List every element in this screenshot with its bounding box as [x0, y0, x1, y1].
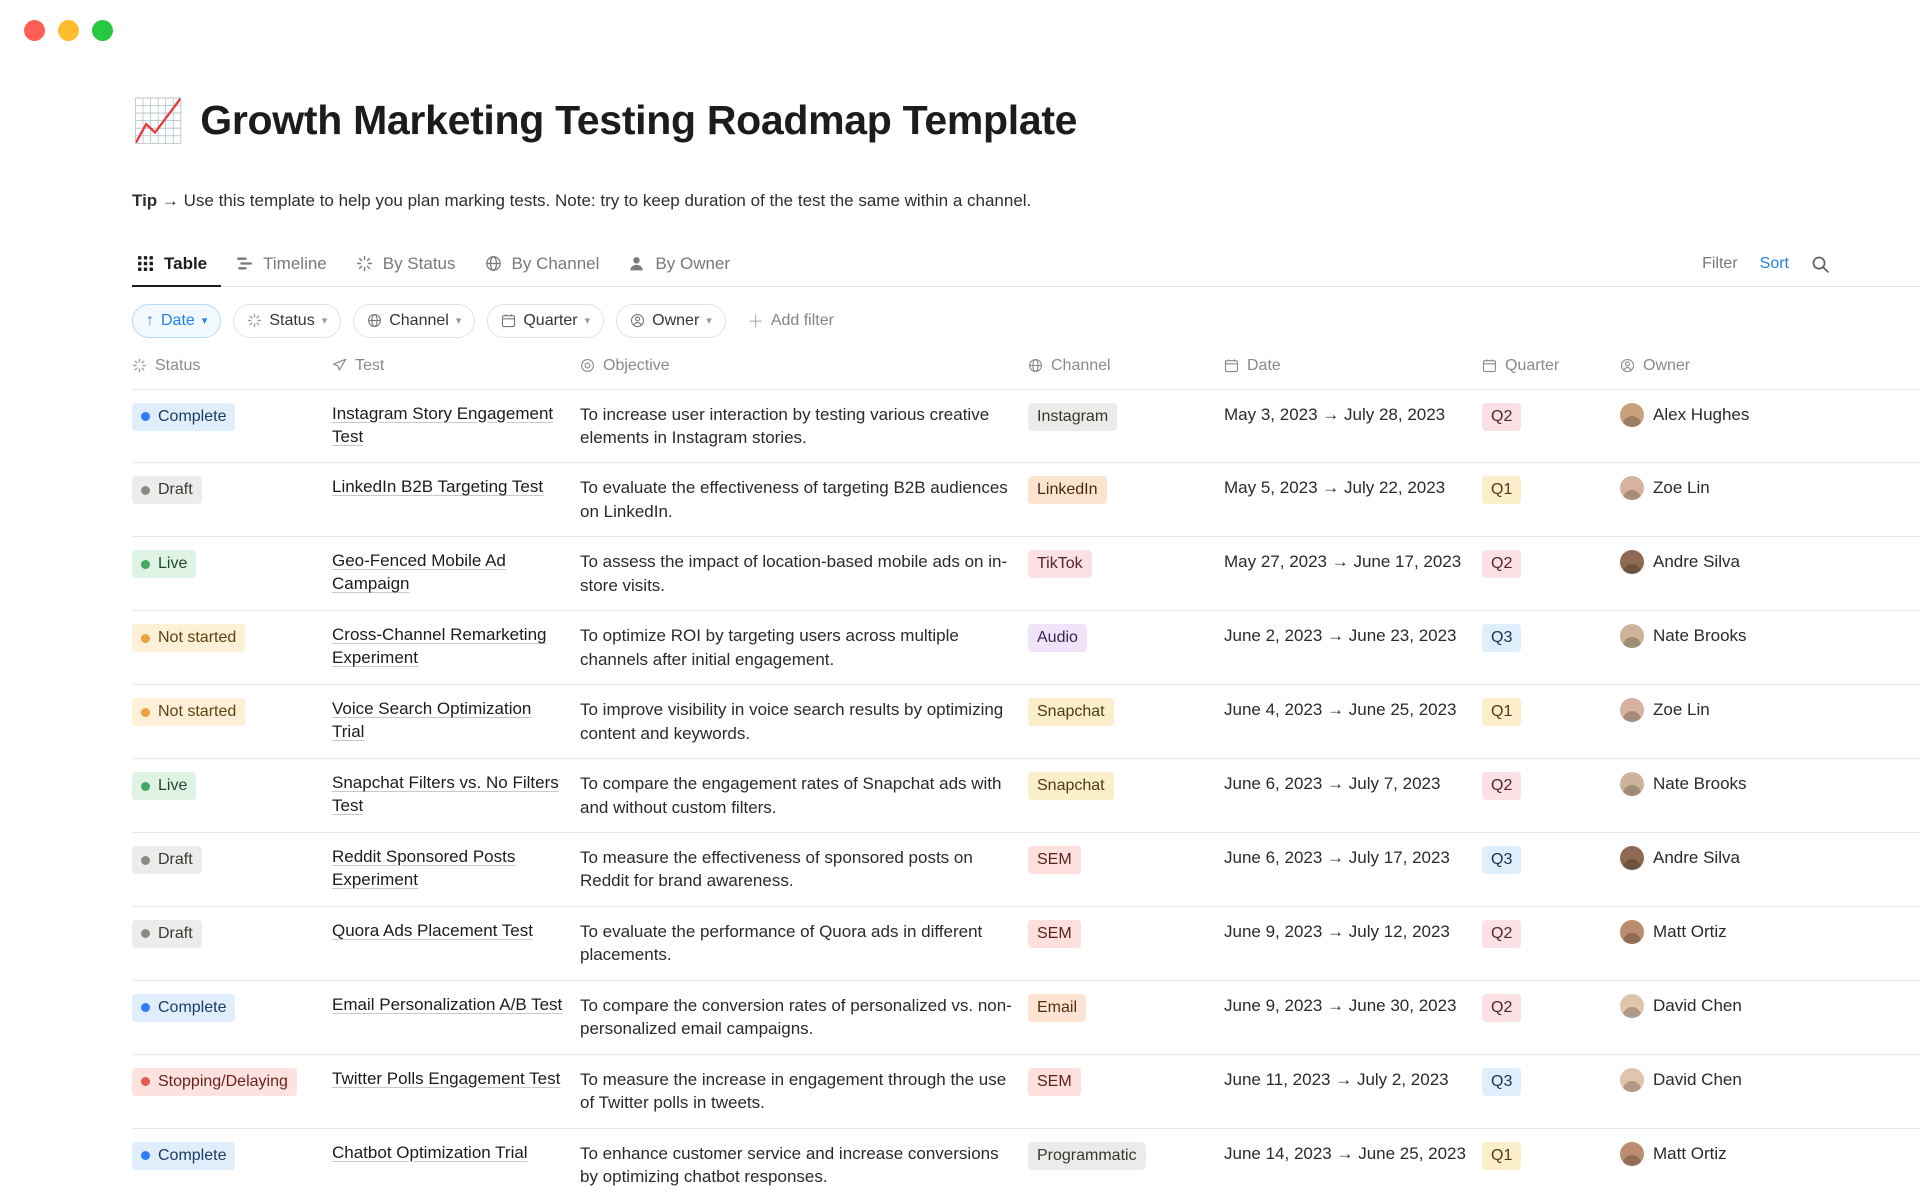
- status-label: Complete: [158, 1146, 227, 1164]
- filter-chip-status[interactable]: [233, 304, 341, 338]
- tip-body: Use this template to help you plan marking tests. Note: try to keep duration of the test the same within a channel.: [178, 190, 1032, 210]
- cell-owner[interactable]: [1620, 537, 1920, 611]
- filter-bar: [132, 303, 1920, 339]
- owner-name: David Chen: [1653, 1069, 1742, 1089]
- owner-name: Nate Brooks: [1653, 626, 1747, 646]
- tip-label: Tip →: [132, 190, 179, 210]
- cell-owner[interactable]: [1620, 980, 1920, 1054]
- tab-by-channel-label: By Channel: [511, 253, 600, 273]
- status-badge: [132, 624, 245, 652]
- cell-owner[interactable]: [1620, 759, 1920, 833]
- cell-owner[interactable]: [1620, 1054, 1920, 1128]
- cell-status[interactable]: [132, 1128, 332, 1200]
- quarter-tag: Q1: [1482, 476, 1521, 504]
- status-label: Not started: [158, 629, 237, 647]
- channel-tag: Snapchat: [1028, 698, 1114, 726]
- filter-chip-quarter-label: Quarter: [523, 311, 578, 329]
- cell-owner[interactable]: [1620, 685, 1920, 759]
- objective-text: To enhance customer service and increase conversions by optimizing chatbot responses.: [580, 1143, 999, 1187]
- status-icon: [132, 358, 147, 373]
- status-dot-icon: [141, 634, 150, 643]
- table-row[interactable]: [132, 759, 1920, 833]
- quarter-tag: Q1: [1482, 698, 1521, 726]
- cell-owner[interactable]: [1620, 611, 1920, 685]
- quarter-tag: Q2: [1482, 550, 1521, 578]
- owner-name: Zoe Lin: [1653, 478, 1710, 498]
- objective-text: To evaluate the effectiveness of targeting B2B audiences on LinkedIn.: [580, 478, 1008, 521]
- tab-table-label: Table: [164, 253, 208, 273]
- table-row[interactable]: [132, 389, 1920, 463]
- objective-text: To compare the engagement rates of Snapchat ads with and without custom filters.: [580, 774, 1002, 817]
- column-header-channel-label: Channel: [1051, 356, 1111, 374]
- channel-tag: Email: [1028, 994, 1086, 1022]
- cell-date[interactable]: [1224, 1128, 1482, 1200]
- cell-channel[interactable]: [1028, 611, 1224, 685]
- cell-status[interactable]: [132, 537, 332, 611]
- channel-tag: Programmatic: [1028, 1142, 1146, 1170]
- objective-text: To measure the increase in engagement through the use of Twitter polls in tweets.: [580, 1069, 1007, 1113]
- cell-quarter[interactable]: [1482, 906, 1620, 980]
- objective-text: To measure the effectiveness of sponsored posts on Reddit for brand awareness.: [580, 848, 973, 891]
- status-dot-icon: [141, 486, 150, 495]
- filter-chip-channel-label: Channel: [389, 311, 449, 329]
- column-header-test-label: Test: [355, 356, 385, 374]
- sort-arrow-icon: ↑: [146, 311, 154, 329]
- test-link[interactable]: Email Personalization A/B Test: [332, 994, 563, 1014]
- owner-name: Alex Hughes: [1653, 404, 1750, 424]
- cell-objective[interactable]: [580, 759, 1028, 833]
- status-badge: [132, 920, 202, 948]
- cell-status[interactable]: [132, 759, 332, 833]
- cell-test[interactable]: [332, 1128, 580, 1200]
- cell-test[interactable]: [332, 463, 580, 537]
- table-body: [132, 389, 1920, 1200]
- status-badge: [132, 550, 196, 578]
- cell-quarter[interactable]: [1482, 685, 1620, 759]
- objective-text: To evaluate the performance of Quora ads in different placements.: [580, 921, 983, 965]
- send-icon: [332, 358, 347, 373]
- channel-tag: Snapchat: [1028, 772, 1114, 800]
- cell-owner[interactable]: [1620, 833, 1920, 907]
- cell-objective[interactable]: [580, 833, 1028, 907]
- cell-test[interactable]: [332, 685, 580, 759]
- cell-date[interactable]: [1224, 389, 1482, 463]
- owner-name: Matt Ortiz: [1653, 921, 1727, 941]
- tab-by-channel[interactable]: [470, 254, 614, 286]
- date-range: June 2, 2023 → June 23, 2023: [1224, 626, 1457, 646]
- status-label: Live: [158, 777, 188, 795]
- status-dot-icon: [141, 782, 150, 791]
- search-icon[interactable]: [1811, 255, 1830, 274]
- quarter-tag: Q2: [1482, 994, 1521, 1022]
- test-link[interactable]: Chatbot Optimization Trial: [332, 1142, 528, 1162]
- table-header-row: [132, 353, 1920, 390]
- column-header-date-label: Date: [1247, 356, 1281, 374]
- quarter-tag: Q3: [1482, 624, 1521, 652]
- test-link[interactable]: Geo-Fenced Mobile Ad Campaign: [332, 551, 506, 594]
- avatar: [1620, 1142, 1644, 1166]
- owner-name: Andre Silva: [1653, 848, 1740, 868]
- status-dot-icon: [141, 856, 150, 865]
- test-link[interactable]: Twitter Polls Engagement Test: [332, 1068, 561, 1088]
- cell-status[interactable]: [132, 389, 332, 463]
- cell-status[interactable]: [132, 611, 332, 685]
- table-row[interactable]: [132, 833, 1920, 907]
- tip-text: [132, 189, 1920, 214]
- cell-quarter[interactable]: [1482, 389, 1620, 463]
- status-label: Live: [158, 555, 188, 573]
- chevron-down-icon: ▾: [706, 315, 712, 328]
- minimize-window-button[interactable]: [58, 20, 79, 41]
- date-range: June 6, 2023 → July 17, 2023: [1224, 848, 1450, 868]
- cell-objective[interactable]: [580, 1128, 1028, 1200]
- test-link[interactable]: Cross-Channel Remarketing Experiment: [332, 625, 547, 668]
- sort-button[interactable]: Sort: [1759, 255, 1789, 273]
- cell-objective[interactable]: [580, 1054, 1028, 1128]
- channel-tag: Instagram: [1028, 403, 1117, 431]
- person-circle-icon: [1620, 358, 1635, 373]
- tab-by-owner-label: By Owner: [655, 253, 731, 273]
- cell-owner[interactable]: [1620, 389, 1920, 463]
- sort-chip-date[interactable]: [132, 304, 221, 338]
- tab-timeline[interactable]: [221, 254, 341, 286]
- column-header-status[interactable]: [132, 353, 332, 390]
- table-row[interactable]: [132, 685, 1920, 759]
- cell-date[interactable]: [1224, 537, 1482, 611]
- objective-text: To improve visibility in voice search results by optimizing content and keywords.: [580, 700, 1004, 743]
- date-range: June 14, 2023 → June 25, 2023: [1224, 1143, 1466, 1163]
- filter-chip-owner-label: Owner: [652, 311, 700, 329]
- cell-date[interactable]: [1224, 833, 1482, 907]
- column-header-channel[interactable]: [1028, 353, 1224, 390]
- quarter-tag: Q2: [1482, 772, 1521, 800]
- quarter-tag: Q3: [1482, 1068, 1521, 1096]
- table-row[interactable]: [132, 1054, 1920, 1128]
- window-titlebar: [0, 0, 1920, 60]
- column-header-status-label: Status: [155, 356, 201, 374]
- cell-objective[interactable]: [580, 537, 1028, 611]
- status-label: Draft: [158, 481, 193, 499]
- cell-owner[interactable]: [1620, 906, 1920, 980]
- date-range: June 9, 2023 → July 12, 2023: [1224, 921, 1450, 941]
- cell-quarter[interactable]: [1482, 537, 1620, 611]
- cell-quarter[interactable]: [1482, 833, 1620, 907]
- status-dot-icon: [141, 412, 150, 421]
- target-icon: [580, 358, 595, 373]
- cell-status[interactable]: [132, 685, 332, 759]
- channel-tag: TikTok: [1028, 550, 1092, 578]
- cell-date[interactable]: [1224, 980, 1482, 1054]
- cell-test[interactable]: [332, 759, 580, 833]
- tab-table[interactable]: [132, 254, 221, 286]
- date-range: June 4, 2023 → June 25, 2023: [1224, 700, 1457, 720]
- cell-date[interactable]: [1224, 463, 1482, 537]
- test-link[interactable]: LinkedIn B2B Targeting Test: [332, 477, 544, 497]
- cell-date[interactable]: [1224, 685, 1482, 759]
- add-filter-button[interactable]: [738, 309, 844, 332]
- cell-status[interactable]: [132, 833, 332, 907]
- status-badge: [132, 1142, 235, 1170]
- tab-by-status[interactable]: [341, 254, 470, 286]
- globe-icon: [1028, 358, 1043, 373]
- tab-by-status-label: By Status: [382, 253, 456, 273]
- status-icon: [355, 254, 374, 273]
- filter-chip-status-label: Status: [269, 311, 315, 329]
- objective-text: To assess the impact of location-based mobile ads on in-store visits.: [580, 552, 1008, 595]
- cell-test[interactable]: [332, 906, 580, 980]
- status-dot-icon: [141, 1151, 150, 1160]
- channel-tag: SEM: [1028, 920, 1081, 948]
- page-header: [132, 70, 1920, 172]
- person-circle-icon: [630, 313, 645, 328]
- date-range: June 6, 2023 → July 7, 2023: [1224, 774, 1441, 794]
- date-range: May 27, 2023 → June 17, 2023: [1224, 552, 1462, 572]
- cell-quarter[interactable]: [1482, 980, 1620, 1054]
- objective-text: To increase user interaction by testing various creative elements in Instagram stories.: [580, 404, 990, 448]
- owner-name: Nate Brooks: [1653, 774, 1747, 794]
- cell-channel[interactable]: [1028, 537, 1224, 611]
- column-header-date[interactable]: [1224, 353, 1482, 390]
- view-tab-bar: [132, 241, 1920, 287]
- chevron-down-icon: ▾: [321, 315, 328, 328]
- tab-timeline-label: Timeline: [263, 253, 327, 273]
- channel-tag: Audio: [1028, 624, 1087, 652]
- status-dot-icon: [141, 1077, 150, 1086]
- grid-icon: [136, 254, 155, 273]
- sort-chip-label: Date: [161, 311, 195, 329]
- cell-test[interactable]: [332, 833, 580, 907]
- filter-chip-channel[interactable]: [353, 304, 475, 338]
- avatar: [1620, 994, 1644, 1018]
- channel-tag: SEM: [1028, 846, 1081, 874]
- cell-status[interactable]: [132, 463, 332, 537]
- status-dot-icon: [141, 1003, 150, 1012]
- cell-quarter[interactable]: [1482, 611, 1620, 685]
- cell-status[interactable]: [132, 906, 332, 980]
- test-link[interactable]: Quora Ads Placement Test: [332, 920, 533, 940]
- cell-objective[interactable]: [580, 611, 1028, 685]
- status-badge: [132, 772, 196, 800]
- status-dot-icon: [141, 560, 150, 569]
- status-badge: [132, 994, 235, 1022]
- cell-channel[interactable]: [1028, 759, 1224, 833]
- table-row[interactable]: [132, 611, 1920, 685]
- cell-date[interactable]: [1224, 906, 1482, 980]
- add-filter-label: Add filter: [770, 311, 834, 329]
- status-badge: [132, 403, 235, 431]
- cell-channel[interactable]: [1028, 1054, 1224, 1128]
- status-badge: [132, 1068, 297, 1096]
- filter-chip-quarter[interactable]: [487, 304, 604, 338]
- cell-date[interactable]: [1224, 611, 1482, 685]
- avatar: [1620, 1068, 1644, 1092]
- cell-channel[interactable]: [1028, 685, 1224, 759]
- roadmap-table: [132, 353, 1920, 1200]
- cell-objective[interactable]: [580, 685, 1028, 759]
- chevron-down-icon: ▾: [584, 315, 591, 328]
- filter-button[interactable]: Filter: [1702, 255, 1738, 273]
- column-header-objective-label: Objective: [603, 356, 670, 374]
- quarter-tag: Q2: [1482, 403, 1521, 431]
- globe-icon: [484, 254, 503, 273]
- channel-tag: SEM: [1028, 1068, 1081, 1096]
- status-badge: [132, 476, 202, 504]
- avatar: [1620, 550, 1644, 574]
- owner-name: Andre Silva: [1653, 552, 1740, 572]
- status-label: Draft: [158, 851, 193, 869]
- owner-name: David Chen: [1653, 995, 1742, 1015]
- test-link[interactable]: Instagram Story Engagement Test: [332, 403, 554, 446]
- cell-test[interactable]: [332, 389, 580, 463]
- column-header-owner[interactable]: [1620, 353, 1920, 390]
- date-range: May 3, 2023 → July 28, 2023: [1224, 404, 1446, 424]
- cell-date[interactable]: [1224, 1054, 1482, 1128]
- quarter-tag: Q3: [1482, 846, 1521, 874]
- calendar-icon: [1224, 358, 1239, 373]
- filter-chip-owner[interactable]: [616, 304, 726, 338]
- person-icon: [627, 254, 646, 273]
- page-content: [0, 70, 1920, 1200]
- status-label: Not started: [158, 703, 237, 721]
- cell-channel[interactable]: [1028, 1128, 1224, 1200]
- test-link[interactable]: Reddit Sponsored Posts Experiment: [332, 847, 516, 889]
- status-dot-icon: [141, 708, 150, 717]
- table-row[interactable]: [132, 537, 1920, 611]
- owner-name: Zoe Lin: [1653, 700, 1710, 720]
- tab-by-owner[interactable]: [613, 254, 744, 286]
- close-window-button[interactable]: [24, 20, 45, 41]
- cell-quarter[interactable]: [1482, 463, 1620, 537]
- objective-text: To optimize ROI by targeting users across multiple channels after initial engagement.: [580, 626, 959, 669]
- avatar: [1620, 698, 1644, 722]
- calendar-range-icon: [1482, 358, 1497, 373]
- column-header-quarter[interactable]: [1482, 353, 1620, 390]
- plus-icon: ＋: [747, 314, 764, 332]
- cell-quarter[interactable]: [1482, 1054, 1620, 1128]
- cell-test[interactable]: [332, 980, 580, 1054]
- status-label: Draft: [158, 924, 193, 942]
- cell-objective[interactable]: [580, 980, 1028, 1054]
- column-header-quarter-label: Quarter: [1505, 356, 1560, 374]
- quarter-tag: Q2: [1482, 920, 1521, 948]
- cell-test[interactable]: [332, 611, 580, 685]
- date-range: June 11, 2023 → July 2, 2023: [1224, 1069, 1449, 1089]
- channel-tag: LinkedIn: [1028, 476, 1107, 504]
- avatar: [1620, 403, 1644, 427]
- cell-quarter[interactable]: [1482, 759, 1620, 833]
- status-label: Stopping/Delaying: [158, 1072, 288, 1090]
- status-badge: [132, 698, 245, 726]
- page-title: Growth Marketing Testing Roadmap Template: [200, 97, 1078, 144]
- cell-objective[interactable]: [580, 389, 1028, 463]
- cell-channel[interactable]: [1028, 463, 1224, 537]
- cell-channel[interactable]: [1028, 906, 1224, 980]
- table-header: [132, 353, 1920, 390]
- chevron-down-icon: ▾: [201, 315, 208, 328]
- objective-text: To compare the conversion rates of personalized vs. non-personalized email campaigns.: [580, 995, 1012, 1039]
- cell-channel[interactable]: [1028, 980, 1224, 1054]
- cell-quarter[interactable]: [1482, 1128, 1620, 1200]
- zoom-window-button[interactable]: [92, 20, 113, 41]
- status-badge: [132, 846, 202, 874]
- owner-name: Matt Ortiz: [1653, 1143, 1727, 1163]
- table-row[interactable]: [132, 980, 1920, 1054]
- column-header-owner-label: Owner: [1643, 356, 1691, 374]
- column-header-objective[interactable]: [580, 353, 1028, 390]
- cell-channel[interactable]: [1028, 389, 1224, 463]
- table-row[interactable]: [132, 1128, 1920, 1200]
- date-range: May 5, 2023 → July 22, 2023: [1224, 478, 1446, 498]
- cell-date[interactable]: [1224, 759, 1482, 833]
- view-tabs: [132, 254, 1702, 286]
- cell-status[interactable]: [132, 1054, 332, 1128]
- avatar: [1620, 772, 1644, 796]
- cell-status[interactable]: [132, 980, 332, 1054]
- avatar: [1620, 624, 1644, 648]
- avatar: [1620, 476, 1644, 500]
- status-label: Complete: [158, 998, 227, 1016]
- cell-test[interactable]: [332, 1054, 580, 1128]
- chevron-down-icon: ▾: [455, 315, 462, 328]
- chart-increasing-icon: 📈: [132, 96, 185, 144]
- test-link[interactable]: Snapchat Filters vs. No Filters Test: [332, 773, 559, 816]
- status-icon: [247, 313, 262, 328]
- test-link[interactable]: Voice Search Optimization Trial: [332, 699, 532, 742]
- table-row[interactable]: [132, 906, 1920, 980]
- avatar: [1620, 846, 1644, 870]
- cell-objective[interactable]: [580, 463, 1028, 537]
- date-range: June 9, 2023 → June 30, 2023: [1224, 995, 1457, 1015]
- cell-owner[interactable]: [1620, 463, 1920, 537]
- cell-objective[interactable]: [580, 906, 1028, 980]
- table-row[interactable]: [132, 463, 1920, 537]
- column-header-test[interactable]: [332, 353, 580, 390]
- quarter-tag: Q1: [1482, 1142, 1521, 1170]
- calendar-icon: [501, 313, 516, 328]
- cell-owner[interactable]: [1620, 1128, 1920, 1200]
- avatar: [1620, 920, 1644, 944]
- view-actions: [1702, 255, 1830, 286]
- cell-test[interactable]: [332, 537, 580, 611]
- table-view: [132, 353, 1920, 1200]
- cell-channel[interactable]: [1028, 833, 1224, 907]
- status-label: Complete: [158, 407, 227, 425]
- timeline-icon: [235, 254, 254, 273]
- globe-icon: [367, 313, 382, 328]
- status-dot-icon: [141, 929, 150, 938]
